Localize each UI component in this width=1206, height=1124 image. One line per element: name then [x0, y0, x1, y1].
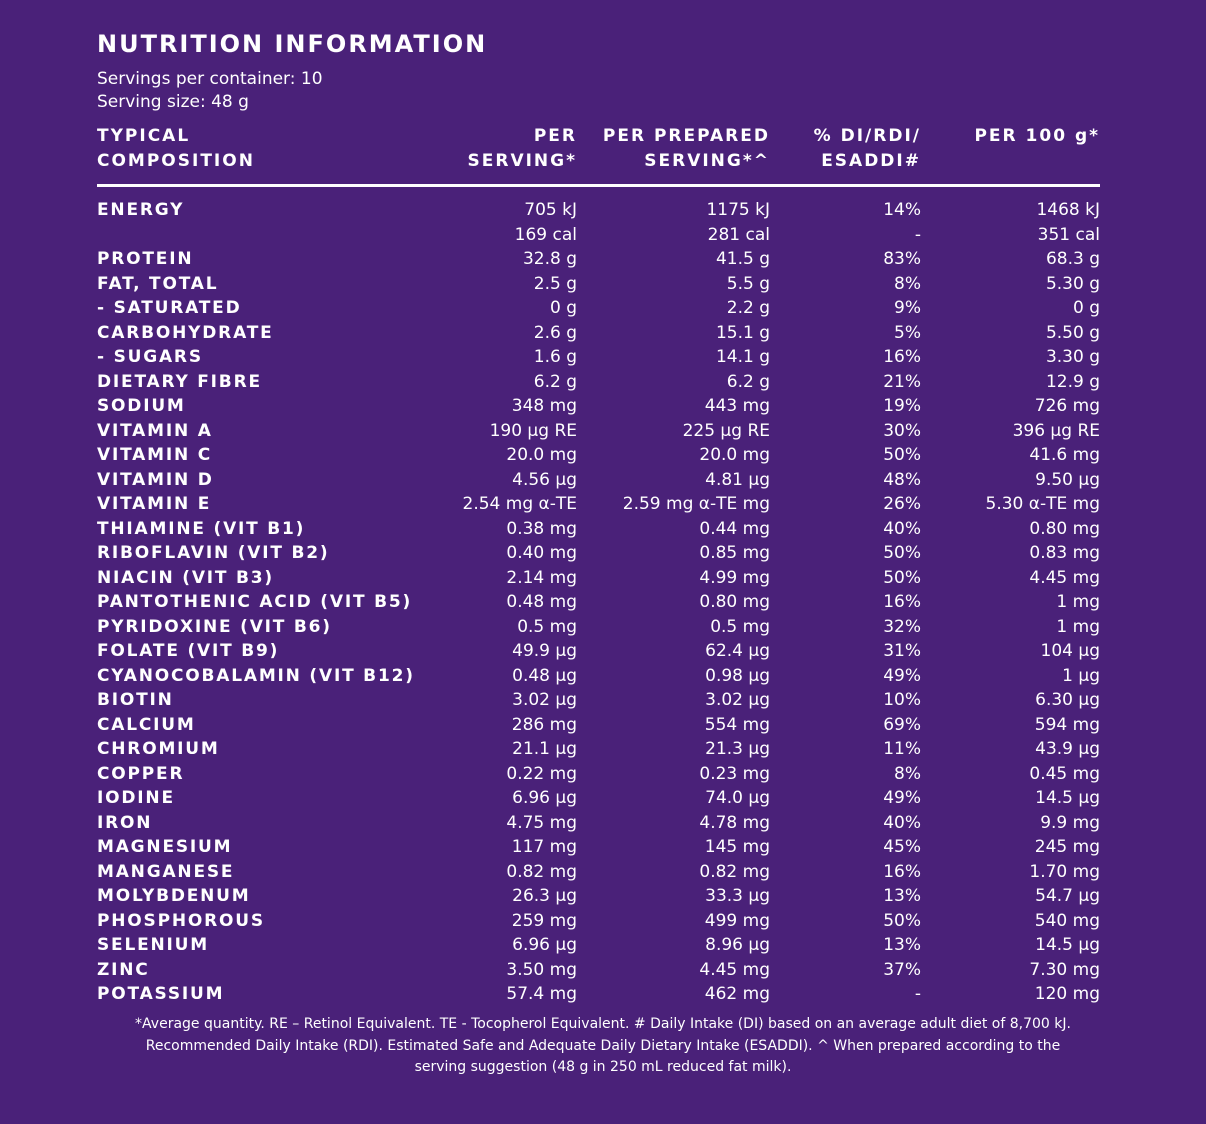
per-prepared-value: 225 µg RE: [682, 420, 770, 441]
table-row: [97, 541, 1100, 566]
per-prepared-value: 2.2 g: [726, 298, 770, 318]
per-serving-value: 2.5 g: [533, 273, 577, 294]
table-row: [97, 958, 1100, 983]
per-prepared-value: 6.2 g: [726, 371, 770, 392]
per-100g-value: 245 mg: [1034, 837, 1100, 857]
per-100g-value: 68.3 g: [1045, 249, 1100, 269]
table-row: [97, 933, 1100, 958]
table-row: [97, 566, 1100, 591]
per-serving-value: 0.48 mg: [506, 592, 577, 612]
per-100g-value: 5.30 α-TE mg: [985, 494, 1100, 514]
nutrient-name: IODINE: [97, 788, 175, 808]
nutrient-name: FAT, TOTAL: [97, 273, 219, 294]
table-row: [97, 884, 1100, 909]
di-percent-value: 69%: [883, 714, 921, 735]
footnote: [60, 1014, 1146, 1079]
nutrient-name: MANGANESE: [97, 861, 235, 882]
per-serving-value: 4.75 mg: [506, 812, 577, 833]
di-percent-value: 50%: [883, 543, 921, 563]
per-100g-value: 43.9 µg: [1035, 739, 1100, 759]
nutrient-name: PROTEIN: [97, 249, 194, 269]
di-percent-value: 32%: [883, 616, 921, 637]
nutrient-name: PHOSPHOROUS: [97, 910, 265, 931]
header-di-rdi: % DI/RDI/ ESADDI#: [813, 126, 921, 171]
nutrient-name: VITAMIN C: [97, 445, 212, 465]
per-100g-value: 14.5 µg: [1035, 935, 1100, 955]
di-percent-value: 9%: [894, 298, 921, 318]
di-percent-value: 40%: [883, 518, 921, 539]
di-percent-value: 50%: [883, 567, 921, 588]
nutrient-name: MOLYBDENUM: [97, 886, 251, 906]
per-serving-value: 0 g: [549, 298, 577, 318]
per-100g-value: 0.80 mg: [1029, 518, 1100, 539]
per-serving-value: 0.82 mg: [506, 861, 577, 882]
nutrient-name: ZINC: [97, 959, 150, 980]
di-percent-value: 37%: [883, 959, 921, 980]
per-prepared-value: 0.23 mg: [699, 763, 770, 784]
per-prepared-value: 33.3 µg: [705, 886, 770, 906]
table-row: [97, 419, 1100, 444]
serving-info: [97, 68, 1100, 114]
di-percent-value: 16%: [883, 347, 921, 367]
per-prepared-value: 0.98 µg: [705, 665, 770, 686]
per-100g-value: 120 mg: [1034, 984, 1100, 1004]
nutrient-name: ENERGY: [97, 200, 185, 220]
per-serving-value: 6.96 µg: [512, 788, 577, 808]
per-prepared-value: 0.85 mg: [699, 543, 770, 563]
per-serving-value: 6.2 g: [533, 371, 577, 392]
di-percent-value: 16%: [883, 861, 921, 882]
per-100g-value: 5.30 g: [1045, 273, 1100, 294]
servings-per-container: Servings per container: 10: [97, 69, 323, 89]
nutrient-name: RIBOFLAVIN (VIT B2): [97, 543, 330, 563]
per-serving-value: 2.54 mg α-TE: [462, 494, 577, 514]
per-prepared-value: 281 cal: [707, 224, 770, 245]
nutrient-name: IRON: [97, 812, 153, 833]
nutrient-name: VITAMIN A: [97, 420, 213, 441]
per-100g-value: 5.50 g: [1045, 322, 1100, 343]
di-percent-value: 40%: [883, 812, 921, 833]
table-row: [97, 468, 1100, 493]
nutrient-name: VITAMIN E: [97, 494, 212, 514]
di-percent-value: 10%: [883, 690, 921, 710]
per-100g-value: 1.70 mg: [1029, 861, 1100, 882]
per-100g-value: 14.5 µg: [1035, 788, 1100, 808]
di-percent-value: 48%: [883, 469, 921, 490]
per-serving-value: 49.9 µg: [512, 641, 577, 661]
di-percent-value: 16%: [883, 592, 921, 612]
nutrient-name: PANTOTHENIC ACID (VIT B5): [97, 592, 413, 612]
per-100g-value: 396 µg RE: [1012, 420, 1100, 441]
per-serving-value: 0.48 µg: [512, 665, 577, 686]
table-row: [97, 713, 1100, 738]
di-percent-value: 14%: [883, 200, 921, 220]
per-serving-value: 3.50 mg: [506, 959, 577, 980]
per-serving-value: 705 kJ: [524, 200, 577, 220]
per-serving-value: 1.6 g: [533, 347, 577, 367]
di-percent-value: 50%: [883, 445, 921, 465]
panel-title: NUTRITION INFORMATION: [97, 30, 488, 58]
header-per-100g: PER 100 g*: [974, 126, 1100, 146]
per-100g-value: 1468 kJ: [1036, 200, 1100, 220]
nutrient-name: SODIUM: [97, 396, 186, 416]
per-serving-value: 0.22 mg: [506, 763, 577, 784]
per-serving-value: 0.38 mg: [506, 518, 577, 539]
serving-size: Serving size: 48 g: [97, 92, 249, 112]
per-serving-value: 0.5 mg: [517, 616, 577, 637]
di-percent-value: -: [914, 984, 921, 1004]
per-100g-value: 54.7 µg: [1035, 886, 1100, 906]
di-percent-value: 30%: [883, 420, 921, 441]
per-prepared-value: 145 mg: [704, 837, 770, 857]
per-prepared-value: 20.0 mg: [699, 445, 770, 465]
nutrient-name: COPPER: [97, 763, 185, 784]
di-percent-value: 8%: [894, 273, 921, 294]
per-prepared-value: 443 mg: [704, 396, 770, 416]
nutrient-name: DIETARY FIBRE: [97, 371, 262, 392]
per-serving-value: 21.1 µg: [512, 739, 577, 759]
per-serving-value: 32.8 g: [522, 249, 577, 269]
per-100g-value: 9.9 mg: [1040, 812, 1100, 833]
nutrient-name: CYANOCOBALAMIN (VIT B12): [97, 665, 415, 686]
table-row: [97, 982, 1100, 1007]
nutrient-name: BIOTIN: [97, 690, 174, 710]
nutrient-name: - SATURATED: [97, 298, 242, 318]
table-row: [97, 247, 1100, 272]
per-serving-value: 2.14 mg: [506, 567, 577, 588]
per-prepared-value: 41.5 g: [715, 249, 770, 269]
per-prepared-value: 15.1 g: [715, 322, 770, 343]
footnote-line: Recommended Daily Intake (RDI). Estimated Safe and Adequate Daily Dietary Intake (ESADDI). ^ When prepared according to the: [145, 1037, 1061, 1054]
per-serving-value: 57.4 mg: [506, 984, 577, 1004]
per-serving-value: 117 mg: [511, 837, 577, 857]
nutrient-name: - SUGARS: [97, 347, 203, 367]
table-row: [97, 811, 1100, 836]
nutrient-name: CALCIUM: [97, 714, 196, 735]
table-row: [97, 394, 1100, 419]
per-serving-value: 4.56 µg: [512, 469, 577, 490]
per-100g-value: 3.30 g: [1045, 347, 1100, 367]
per-serving-value: 348 mg: [511, 396, 577, 416]
per-prepared-value: 14.1 g: [715, 347, 770, 367]
table-row: [97, 860, 1100, 885]
per-prepared-value: 0.44 mg: [699, 518, 770, 539]
per-prepared-value: 74.0 µg: [705, 788, 770, 808]
nutrient-name: MAGNESIUM: [97, 837, 233, 857]
per-100g-value: 7.30 mg: [1029, 959, 1100, 980]
di-percent-value: 13%: [883, 935, 921, 955]
table-row: [97, 296, 1100, 321]
table-row: [97, 590, 1100, 615]
per-100g-value: 1 mg: [1056, 592, 1100, 612]
per-prepared-value: 2.59 mg α-TE mg: [622, 494, 770, 514]
per-100g-value: 104 µg: [1040, 641, 1100, 661]
per-100g-value: 0.45 mg: [1029, 763, 1100, 784]
per-prepared-value: 4.81 µg: [705, 469, 770, 490]
nutrient-name: CHROMIUM: [97, 739, 220, 759]
per-100g-value: 9.50 µg: [1035, 469, 1100, 490]
per-100g-value: 12.9 g: [1045, 371, 1100, 392]
per-serving-value: 3.02 µg: [512, 690, 577, 710]
per-100g-value: 726 mg: [1034, 396, 1100, 416]
table-row: [97, 688, 1100, 713]
table-row: [97, 835, 1100, 860]
footnote-line: *Average quantity. RE – Retinol Equivalent. TE - Tocopherol Equivalent. # Daily Intake (DI) based on an average adult diet of 8,700 kJ.: [135, 1016, 1071, 1032]
per-serving-value: 169 cal: [514, 224, 577, 245]
table-header: [97, 124, 1100, 184]
di-percent-value: 45%: [883, 837, 921, 857]
footnote-line: serving suggestion (48 g in 250 mL reduced fat milk).: [414, 1059, 792, 1075]
di-percent-value: 31%: [883, 641, 921, 661]
per-serving-value: 0.40 mg: [506, 543, 577, 563]
per-prepared-value: 462 mg: [704, 984, 770, 1004]
header-typical-composition: TYPICAL COMPOSITION: [97, 126, 255, 171]
nutrient-name: POTASSIUM: [97, 984, 225, 1004]
per-100g-value: 0 g: [1072, 298, 1100, 318]
nutrient-name: PYRIDOXINE (VIT B6): [97, 616, 332, 637]
nutrient-name: SELENIUM: [97, 935, 209, 955]
per-serving-value: 190 µg RE: [489, 420, 577, 441]
per-prepared-value: 21.3 µg: [705, 739, 770, 759]
per-prepared-value: 4.45 mg: [699, 959, 770, 980]
nutrient-name: THIAMINE (VIT B1): [97, 518, 306, 539]
di-percent-value: 21%: [883, 371, 921, 392]
table-row: [97, 223, 1100, 248]
table-row: [97, 517, 1100, 542]
per-serving-value: 259 mg: [511, 910, 577, 931]
nutrient-name: NIACIN (VIT B3): [97, 567, 274, 588]
per-100g-value: 4.45 mg: [1029, 567, 1100, 588]
table-row: [97, 198, 1100, 223]
di-percent-value: 26%: [883, 494, 921, 514]
di-percent-value: 13%: [883, 886, 921, 906]
per-100g-value: 1 µg: [1062, 665, 1100, 686]
table-row: [97, 370, 1100, 395]
nutrient-name: CARBOHYDRATE: [97, 322, 274, 343]
nutrient-name: FOLATE (VIT B9): [97, 641, 280, 661]
per-prepared-value: 62.4 µg: [705, 641, 770, 661]
per-prepared-value: 8.96 µg: [705, 935, 770, 955]
di-percent-value: 19%: [883, 396, 921, 416]
per-100g-value: 351 cal: [1037, 224, 1100, 245]
per-serving-value: 6.96 µg: [512, 935, 577, 955]
per-serving-value: 286 mg: [511, 714, 577, 735]
di-percent-value: -: [914, 224, 921, 245]
table-row: [97, 909, 1100, 934]
per-prepared-value: 5.5 g: [726, 273, 770, 294]
di-percent-value: 49%: [883, 665, 921, 686]
per-serving-value: 20.0 mg: [506, 445, 577, 465]
per-100g-value: 41.6 mg: [1029, 445, 1100, 465]
table-row: [97, 664, 1100, 689]
header-divider: [97, 184, 1100, 187]
header-per-prepared-serving: PER PREPARED SERVING*^: [602, 126, 770, 171]
table-row: [97, 786, 1100, 811]
di-percent-value: 83%: [883, 249, 921, 269]
per-prepared-value: 4.99 mg: [699, 567, 770, 588]
table-row: [97, 615, 1100, 640]
per-prepared-value: 0.82 mg: [699, 861, 770, 882]
nutrient-table-body: [97, 198, 1100, 1007]
table-row: [97, 737, 1100, 762]
table-row: [97, 639, 1100, 664]
per-prepared-value: 0.5 mg: [710, 616, 770, 637]
di-percent-value: 49%: [883, 788, 921, 808]
per-100g-value: 6.30 µg: [1035, 690, 1100, 710]
per-prepared-value: 554 mg: [704, 714, 770, 735]
header-per-serving: PER SERVING*: [467, 126, 577, 171]
di-percent-value: 11%: [883, 739, 921, 759]
table-row: [97, 272, 1100, 297]
table-row: [97, 345, 1100, 370]
nutrient-name: VITAMIN D: [97, 469, 214, 490]
table-row: [97, 443, 1100, 468]
table-row: [97, 321, 1100, 346]
di-percent-value: 8%: [894, 763, 921, 784]
per-100g-value: 0.83 mg: [1029, 543, 1100, 563]
per-serving-value: 26.3 µg: [512, 886, 577, 906]
per-prepared-value: 499 mg: [704, 910, 770, 931]
per-100g-value: 594 mg: [1034, 714, 1100, 735]
nutrition-panel: [97, 26, 1100, 1007]
per-serving-value: 2.6 g: [533, 322, 577, 343]
di-percent-value: 5%: [894, 322, 921, 343]
table-row: [97, 762, 1100, 787]
table-row: [97, 492, 1100, 517]
di-percent-value: 50%: [883, 910, 921, 931]
per-prepared-value: 4.78 mg: [699, 812, 770, 833]
per-100g-value: 1 mg: [1056, 616, 1100, 637]
per-prepared-value: 0.80 mg: [699, 592, 770, 612]
per-prepared-value: 1175 kJ: [706, 200, 770, 220]
per-prepared-value: 3.02 µg: [705, 690, 770, 710]
per-100g-value: 540 mg: [1034, 910, 1100, 931]
